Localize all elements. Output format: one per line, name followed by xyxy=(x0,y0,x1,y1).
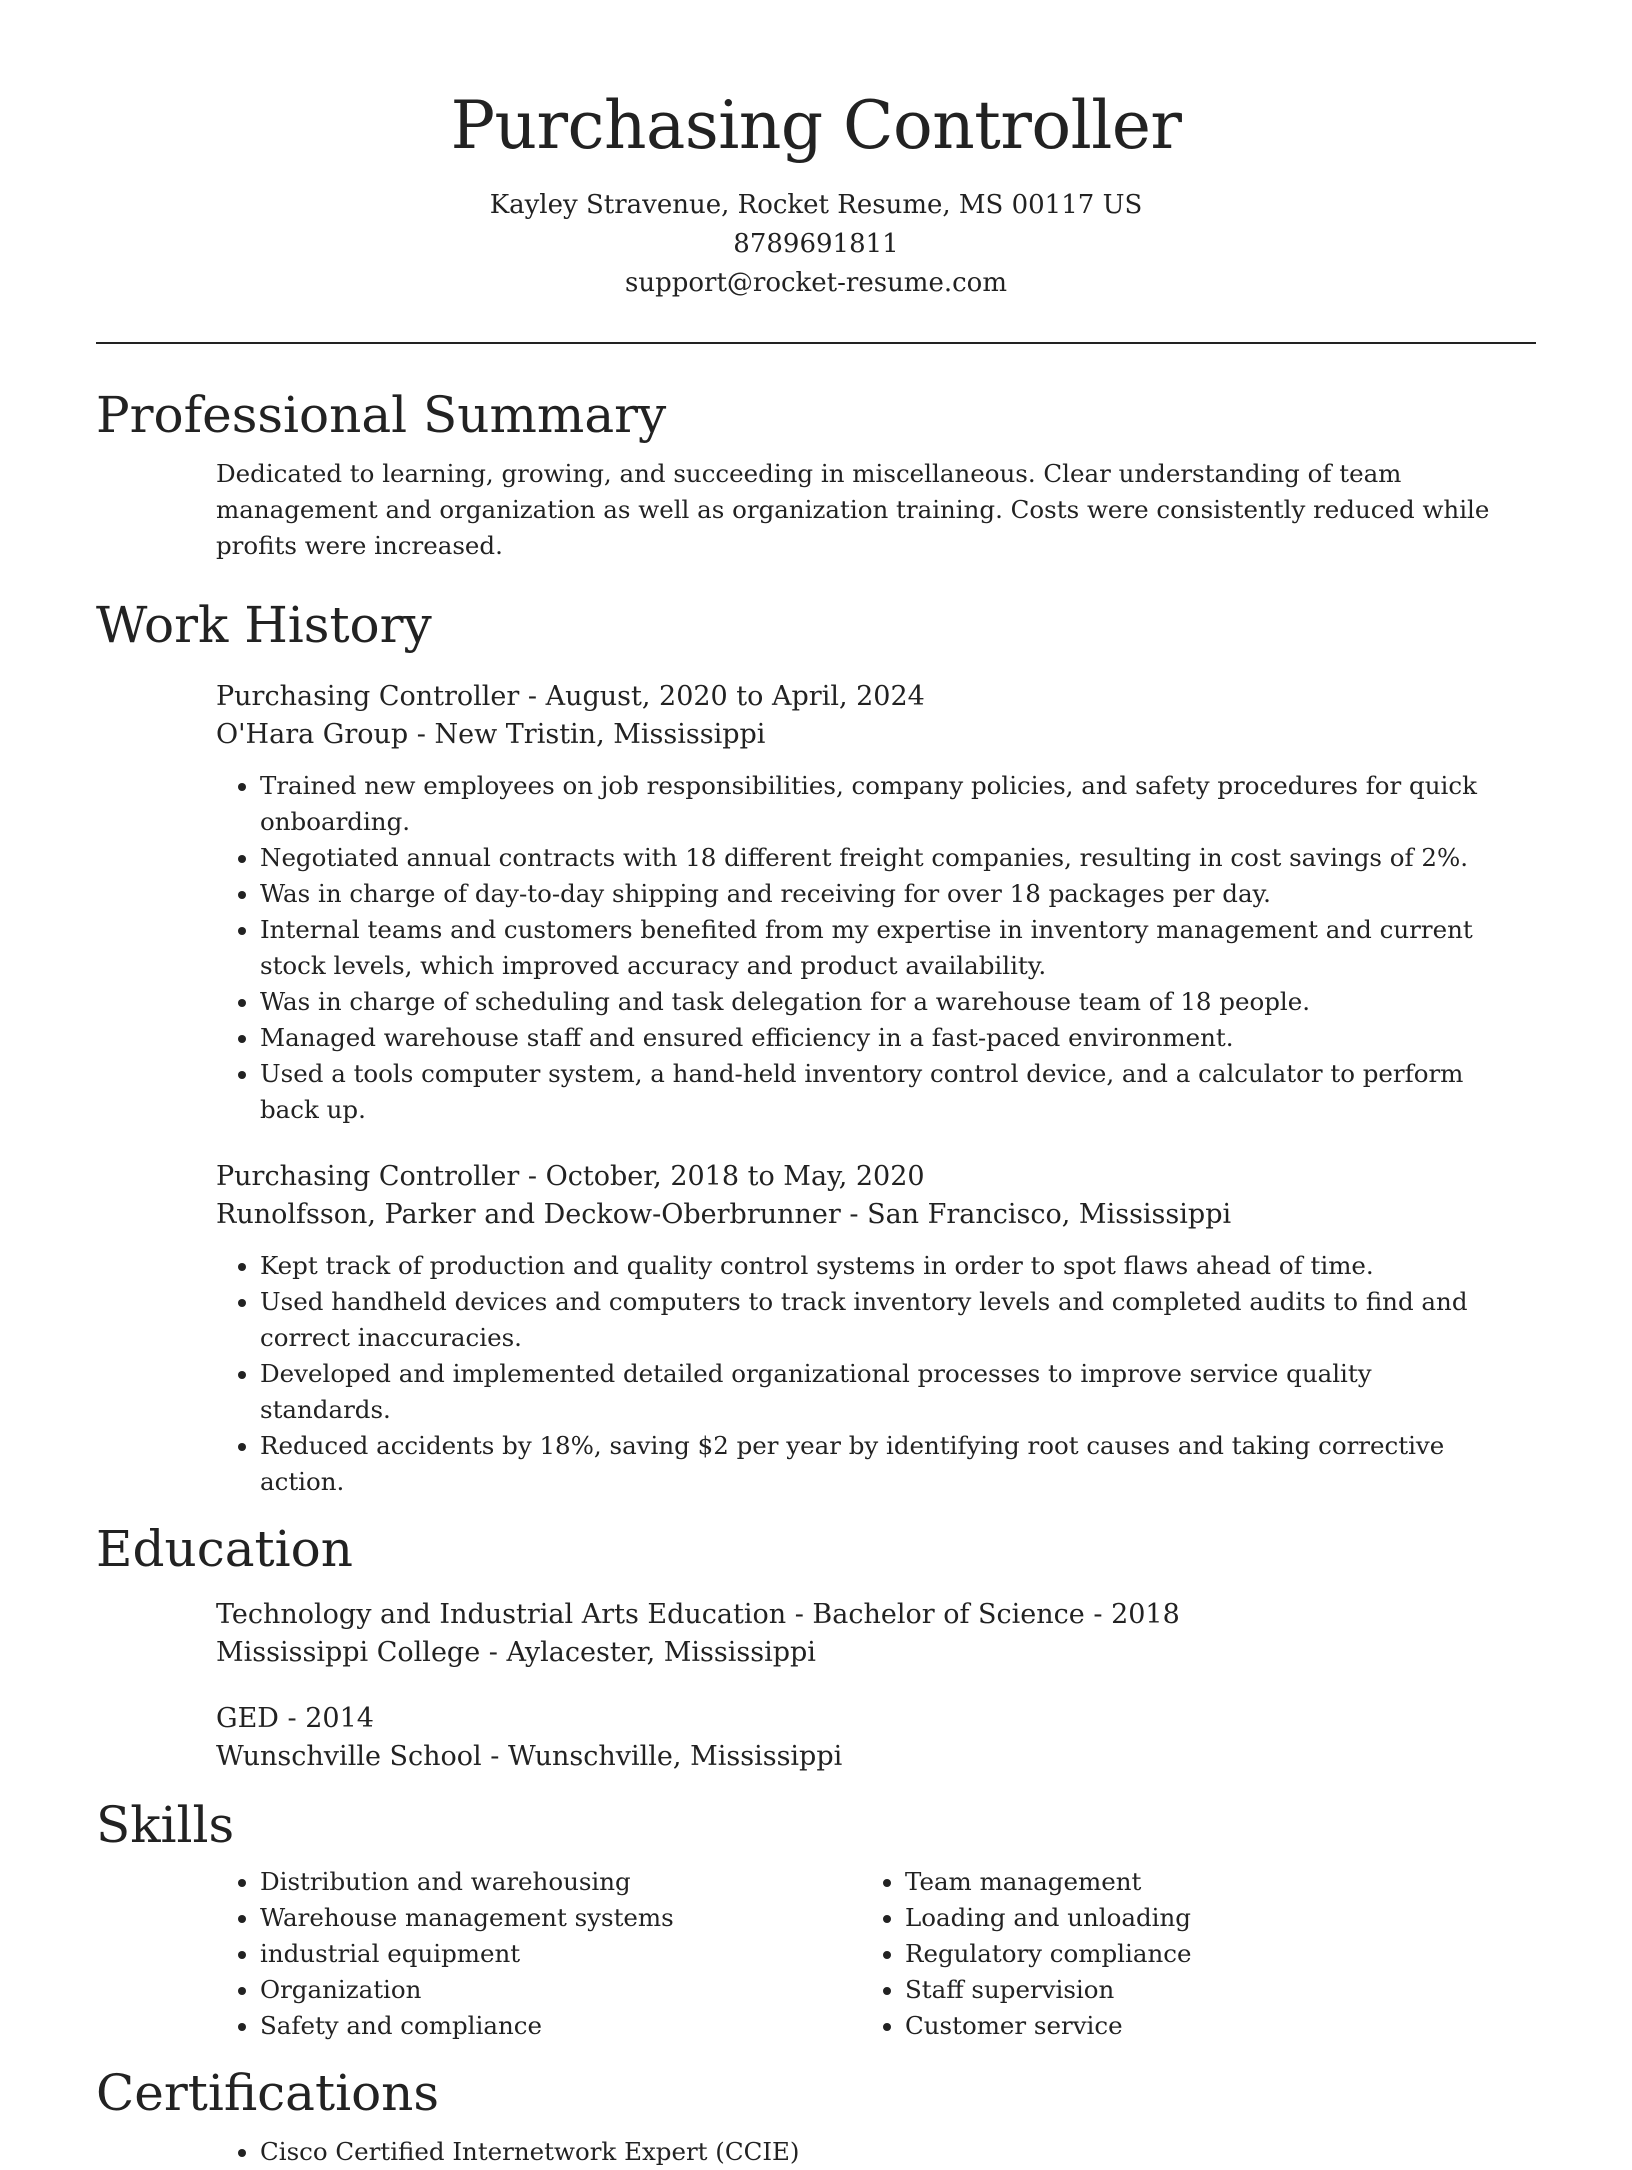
education-degree: GED xyxy=(216,1703,279,1734)
list-item: • Kept track of production and quality control systems in order to spot flaws ahead of time. xyxy=(260,1248,1506,1284)
section-title-certifications: Certifications xyxy=(96,2064,440,2122)
education-degree-line xyxy=(216,1596,1506,1634)
summary-text: Dedicated to learning, growing, and succeeding in miscellaneous. Clear understanding of team management and organization as well as organization training. Costs were consistently reduced while profits were increased. xyxy=(216,459,1490,560)
list-item: • Was in charge of scheduling and task delegation for a warehouse team of 18 people. xyxy=(260,984,1506,1020)
list-item: • Cisco Certified Internetwork Expert (CCIE) xyxy=(260,2134,1506,2170)
education-section xyxy=(96,1514,1536,1776)
skills-section xyxy=(96,1790,1536,2044)
list-item: • Distribution and warehousing xyxy=(260,1864,861,1900)
job-title-line xyxy=(216,678,1506,716)
job-entry xyxy=(216,678,1506,1128)
section-title-summary: Professional Summary xyxy=(96,386,667,444)
education-year: - 2018 xyxy=(1084,1599,1180,1630)
list-item: • Warehouse management systems xyxy=(260,1900,861,1936)
job-position: Purchasing Controller xyxy=(216,1161,520,1192)
education-location: - Aylacester, Mississippi xyxy=(480,1637,816,1668)
resume-header xyxy=(0,0,1632,303)
education-degree: Technology and Industrial Arts Education - Bachelor of Science xyxy=(216,1599,1085,1630)
resume-name: Purchasing Controller xyxy=(450,87,1182,164)
work-history-section xyxy=(96,590,1536,1500)
list-item: • Customer service xyxy=(905,2008,1506,2044)
list-item: • Internal teams and customers benefited from my expertise in inventory management and current stock levels, which improved accuracy and product availability. xyxy=(260,912,1506,984)
list-item: • Negotiated annual contracts with 18 different freight companies, resulting in cost savings of 2%. xyxy=(260,840,1506,876)
certifications-list xyxy=(216,2134,1506,2170)
list-item: • Trained new employees on job responsibilities, company policies, and safety procedures for quick onboarding. xyxy=(260,768,1506,840)
list-item: • industrial equipment xyxy=(260,1936,861,1972)
list-item: • Team management xyxy=(905,1864,1506,1900)
list-item: • Staff supervision xyxy=(905,1972,1506,2008)
list-item: • Loading and unloading xyxy=(905,1900,1506,1936)
list-item: • Used a tools computer system, a hand-held inventory control device, and a calculator to perform back up. xyxy=(260,1056,1506,1128)
education-degree-line xyxy=(216,1700,1506,1738)
job-dates: - October, 2018 to May, 2020 xyxy=(519,1161,925,1192)
section-title-skills: Skills xyxy=(96,1796,235,1854)
education-year: - 2014 xyxy=(278,1703,374,1734)
list-item: • Regulatory compliance xyxy=(905,1936,1506,1972)
education-entry xyxy=(216,1596,1506,1672)
skills-list-right xyxy=(861,1864,1506,2044)
certifications-section xyxy=(96,2058,1536,2170)
education-school: Wunschville School xyxy=(216,1741,482,1772)
list-item: • Was in charge of day-to-day shipping and receiving for over 18 packages per day. xyxy=(260,876,1506,912)
list-item: • Developed and implemented detailed organizational processes to improve service quality standards. xyxy=(260,1356,1506,1428)
contact-block xyxy=(0,186,1632,303)
skills-list-left xyxy=(216,1864,861,2044)
contact-address: Kayley Stravenue, Rocket Resume, MS 00117 US xyxy=(489,190,1143,220)
job-bullets xyxy=(216,768,1506,1128)
education-location: - Wunschville, Mississippi xyxy=(481,1741,843,1772)
job-company-line xyxy=(216,716,1506,754)
job-dates: - August, 2020 to April, 2024 xyxy=(519,681,925,712)
education-entry xyxy=(216,1700,1506,1776)
resume-body xyxy=(96,380,1536,2170)
job-company: Runolfsson, Parker and Deckow-Oberbrunner xyxy=(216,1199,841,1230)
contact-email: support@rocket-resume.com xyxy=(624,268,1007,298)
job-title-line xyxy=(216,1158,1506,1196)
list-item: • Safety and compliance xyxy=(260,2008,861,2044)
job-position: Purchasing Controller xyxy=(216,681,520,712)
job-location: - New Tristin, Mississippi xyxy=(408,719,766,750)
contact-phone: 8789691811 xyxy=(733,229,899,259)
summary-section xyxy=(96,380,1536,564)
header-divider xyxy=(96,342,1536,344)
list-item: • Reduced accidents by 18%, saving $2 per year by identifying root causes and taking corrective action. xyxy=(260,1428,1506,1500)
skills-columns xyxy=(216,1864,1506,2044)
job-bullets xyxy=(216,1248,1506,1500)
education-school: Mississippi College xyxy=(216,1637,481,1668)
list-item: • Organization xyxy=(260,1972,861,2008)
education-school-line xyxy=(216,1634,1506,1672)
job-company-line xyxy=(216,1196,1506,1234)
section-title-work-history: Work History xyxy=(96,596,432,654)
job-company: O'Hara Group xyxy=(216,719,409,750)
section-title-education: Education xyxy=(96,1520,353,1578)
job-entry xyxy=(216,1158,1506,1500)
education-school-line xyxy=(216,1738,1506,1776)
job-location: - San Francisco, Mississippi xyxy=(840,1199,1232,1230)
list-item: • Managed warehouse staff and ensured efficiency in a fast-paced environment. xyxy=(260,1020,1506,1056)
list-item: • Used handheld devices and computers to track inventory levels and completed audits to find and correct inaccuracies. xyxy=(260,1284,1506,1356)
